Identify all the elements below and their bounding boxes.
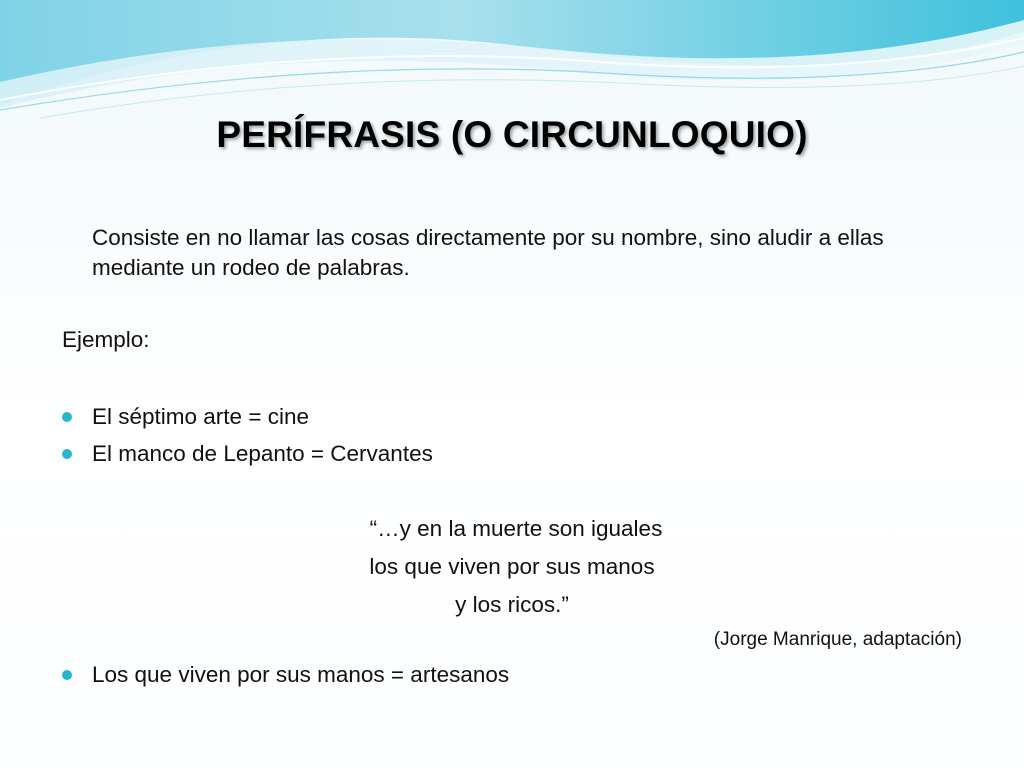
- intro-paragraph: Consiste en no llamar las cosas directamente por su nombre, sino aludir a ellas mediante un rodeo de palabras.: [92, 225, 884, 280]
- list-item-text: El manco de Lepanto = Cervantes: [92, 441, 433, 466]
- list-item: [62, 662, 509, 688]
- quote-attribution: (Jorge Manrique, adaptación): [713, 629, 962, 650]
- quote-line: los que viven por sus manos: [369, 554, 655, 579]
- list-item-text: El séptimo arte = cine: [92, 404, 309, 429]
- slide-title: PERÍFRASIS (O CIRCUNLOQUIO): [216, 114, 808, 155]
- quote-line: “…y en la muerte son iguales: [369, 516, 663, 541]
- example-label: Ejemplo:: [62, 327, 150, 352]
- bullet-dot-icon: [62, 670, 72, 680]
- bullet-dot-icon: [62, 449, 72, 459]
- quote-line: y los ricos.”: [455, 592, 569, 617]
- list-item: [62, 404, 309, 430]
- list-item: [62, 441, 433, 467]
- header-wave-decoration: [0, 0, 1024, 120]
- list-item-text: Los que viven por sus manos = artesanos: [92, 662, 510, 687]
- bullet-dot-icon: [62, 412, 72, 422]
